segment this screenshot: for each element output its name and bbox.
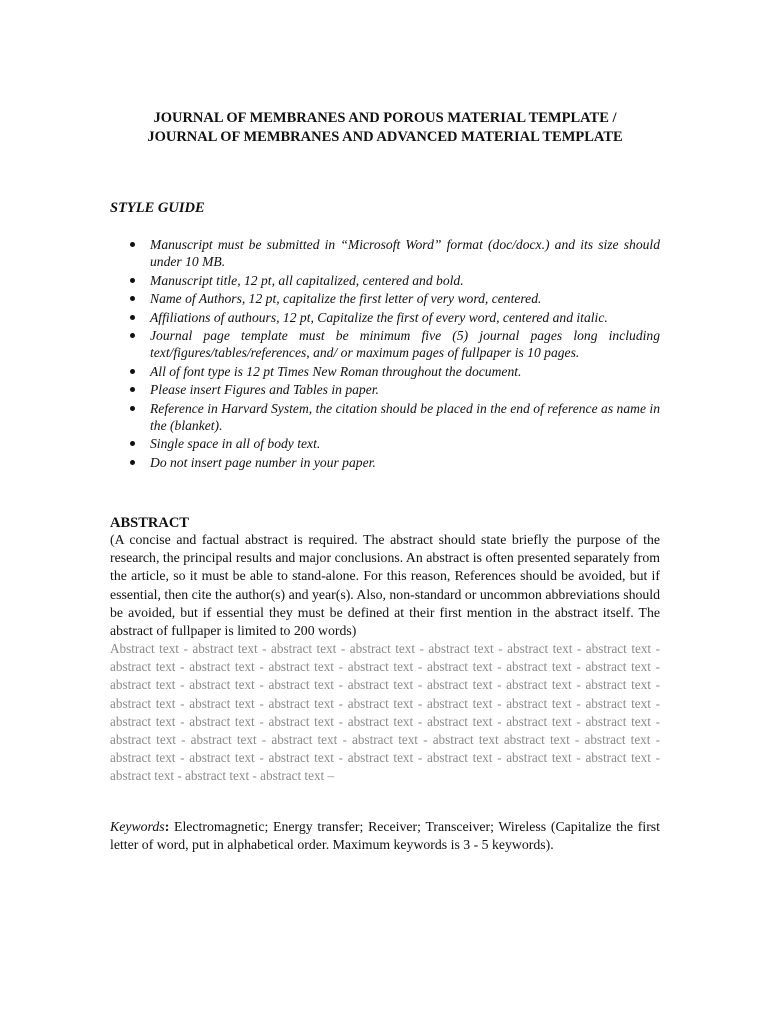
keywords-text: Electromagnetic; Energy transfer; Receiver; Transceiver; Wireless (Capitalize the first letter of word, put in alphabetical order. Maximum keywords is 3 - 5 keywords). — [110, 819, 660, 853]
keywords-paragraph — [110, 818, 660, 854]
rule-text: Please insert Figures and Tables in paper. — [150, 382, 379, 397]
keywords-label: Keywords — [110, 819, 165, 834]
list-item — [110, 290, 660, 307]
bullet-icon — [130, 369, 135, 374]
abstract-body: (A concise and factual abstract is required. The abstract should state briefly the purpose of the research, the principal results and major conclusions. An abstract is often presented separately from the article, so it must be able to stand-alone. For this reason, References should be avoided, but if essential, then cite the author(s) and year(s). Also, non-standard or uncommon abbreviations should be avoided, but if essential they must be defined at their first mention in the abstract itself. The abstract of fullpaper is limited to 200 words) — [110, 532, 660, 639]
bullet-icon — [130, 278, 135, 283]
list-item — [110, 327, 660, 361]
abstract-placeholder-text: Abstract text - abstract text - abstract text - abstract text - abstract text - abstract text - abstract text - abstract text - abstract text - abstract text - abstract text - abstract text - abstract text - abstract text - abstract text - abstract text - abstract text - abstract text - abstract text - abstract text - abstract text - abstract text - abstract text - abstract text - abstract text - abstract text - abstract text - abstract text - abstract text - abstract text - abstract text - abstract text - abstract text - abstract text - abstract text - abstract text - abstract text - abstract text - abstract text - abstract text abstract text - abstract text - abstract text - abstract text - abstract text - abstract text - abstract text - abstract text - abstract text - abstract text - abstract text - abstract text – — [110, 641, 660, 784]
bullet-icon — [130, 387, 135, 392]
rule-text: Reference in Harvard System, the citation should be placed in the end of reference as name in the (blanket). — [150, 400, 660, 433]
bullet-icon — [130, 242, 135, 247]
rule-text: Affiliations of authours, 12 pt, Capitalize the first of every word, centered and italic. — [150, 309, 608, 325]
bullet-icon — [130, 441, 135, 446]
rule-text: Single space in all of body text. — [150, 436, 321, 451]
rule-text: Manuscript title, 12 pt, all capitalized, centered and bold. — [150, 272, 464, 288]
rule-text: Name of Authors, 12 pt, capitalize the first letter of very word, centered. — [150, 291, 542, 306]
document-title — [110, 109, 660, 147]
rule-text: Do not insert page number in your paper. — [150, 454, 376, 470]
list-item — [110, 272, 660, 289]
keywords-separator: : — [164, 819, 170, 834]
title-line-2: JOURNAL OF MEMBRANES AND ADVANCED MATERIAL TEMPLATE — [147, 129, 623, 145]
bullet-icon — [130, 406, 135, 411]
rule-text: Manuscript must be submitted in “Microsoft Word” format (doc/docx.) and its size should under 10 MB. — [150, 237, 660, 269]
rule-text: Journal page template must be minimum five (5) journal pages long including text/figures/tables/references, and/ or maximum pages of fullpaper is 10 pages. — [150, 328, 660, 360]
list-item — [110, 400, 660, 434]
list-item — [110, 363, 660, 380]
list-item — [110, 435, 660, 452]
bullet-icon — [130, 315, 135, 320]
style-guide-list — [110, 236, 660, 472]
bullet-icon — [130, 460, 135, 465]
list-item — [110, 309, 660, 326]
bullet-icon — [130, 333, 135, 338]
title-line-1: JOURNAL OF MEMBRANES AND POROUS MATERIAL TEMPLATE / — [153, 110, 617, 126]
list-item — [110, 236, 660, 270]
abstract-heading: ABSTRACT — [110, 515, 189, 531]
bullet-icon — [130, 296, 135, 301]
list-item — [110, 454, 660, 471]
list-item — [110, 381, 660, 398]
style-guide-heading: STYLE GUIDE — [110, 200, 205, 216]
rule-text: All of font type is 12 pt Times New Roman throughout the document. — [150, 363, 522, 379]
